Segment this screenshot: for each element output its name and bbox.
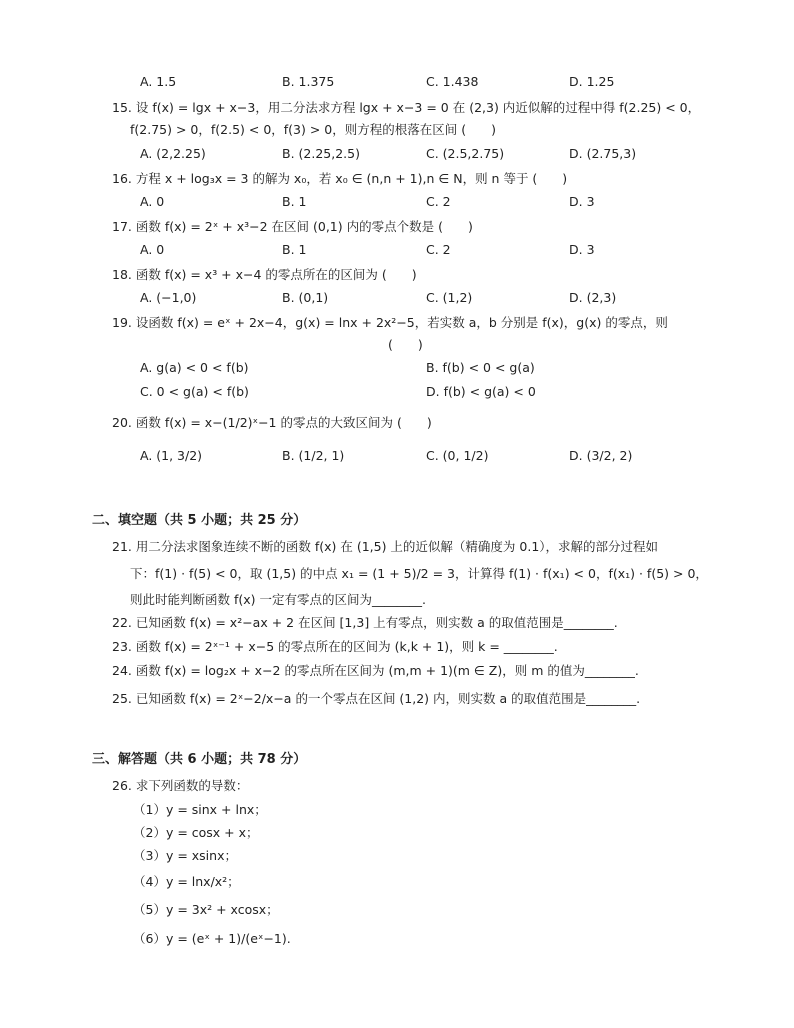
q26-item-2: （2）y = cosx + x； [133, 825, 259, 840]
q19-option-c: C. 0 < g(a) < f(b) [140, 384, 249, 399]
q14-option-b: B. 1.375 [282, 74, 335, 89]
q24-stem: 24. 函数 f(x) = log₂x + x−2 的零点所在区间为 (m,m + 1)(m ∈ Z)，则 m 的值为________. [112, 663, 639, 678]
q26-item-3: （3）y = xsinx； [133, 848, 237, 863]
q19-option-a: A. g(a) < 0 < f(b) [140, 360, 249, 375]
q26-item-1: （1）y = sinx + lnx； [133, 802, 267, 817]
q17-option-c: C. 2 [426, 242, 451, 257]
q23-stem: 23. 函数 f(x) = 2ˣ⁻¹ + x−5 的零点所在的区间为 (k,k + 1)，则 k = ________. [112, 639, 558, 654]
q18-stem: 18. 函数 f(x) = x³ + x−4 的零点所在的区间为 ( ) [112, 267, 417, 282]
q18-option-c: C. (1,2) [426, 290, 473, 305]
q16-option-b: B. 1 [282, 194, 307, 209]
q16-option-a: A. 0 [140, 194, 165, 209]
q15-option-d: D. (2.75,3) [569, 146, 637, 161]
section-answer-title: 三、解答题（共 6 小题；共 78 分） [92, 752, 307, 767]
q17-option-a: A. 0 [140, 242, 165, 257]
q16-option-d: D. 3 [569, 194, 595, 209]
q21-stem-line3: 则此时能判断函数 f(x) 一定有零点的区间为________. [130, 592, 426, 607]
q16-option-c: C. 2 [426, 194, 451, 209]
q20-option-b: B. (1/2, 1) [282, 448, 345, 463]
q26-item-6: （6）y = (eˣ + 1)/(eˣ−1). [133, 931, 291, 946]
q18-option-b: B. (0,1) [282, 290, 329, 305]
q16-stem: 16. 方程 x + log₃x = 3 的解为 x₀，若 x₀ ∈ (n,n + 1),n ∈ N，则 n 等于 ( ) [112, 171, 568, 186]
q15-option-c: C. (2.5,2.75) [426, 146, 505, 161]
q20-option-d: D. (3/2, 2) [569, 448, 633, 463]
q15-stem-line2: f(2.75) > 0，f(2.5) < 0，f(3) > 0，则方程的根落在区间 ( ) [130, 122, 496, 137]
q17-option-d: D. 3 [569, 242, 595, 257]
q22-stem: 22. 已知函数 f(x) = x²−ax + 2 在区间 [1,3] 上有零点，则实数 a 的取值范围是________. [112, 615, 618, 630]
q15-option-b: B. (2.25,2.5) [282, 146, 360, 161]
q14-option-d: D. 1.25 [569, 74, 615, 89]
q20-stem: 20. 函数 f(x) = x−(1/2)ˣ−1 的零点的大致区间为 ( ) [112, 415, 432, 430]
q26-item-4: （4）y = lnx/x²； [133, 874, 240, 889]
q20-option-a: A. (1, 3/2) [140, 448, 203, 463]
q14-option-a: A. 1.5 [140, 74, 177, 89]
q19-stem: 19. 设函数 f(x) = eˣ + 2x−4，g(x) = lnx + 2x²−5，若实数 a，b 分别是 f(x)，g(x) 的零点，则 [112, 315, 668, 330]
q17-option-b: B. 1 [282, 242, 307, 257]
q14-option-c: C. 1.438 [426, 74, 479, 89]
q26-item-5: （5）y = 3x² + xcosx； [133, 902, 279, 917]
q21-stem-line2: 下：f(1) · f(5) < 0，取 (1,5) 的中点 x₁ = (1 + 5)/2 = 3，计算得 f(1) · f(x₁) < 0，f(x₁) · f(5) > 0， [130, 566, 708, 581]
q25-stem: 25. 已知函数 f(x) = 2ˣ−2/x−a 的一个零点在区间 (1,2) 内，则实数 a 的取值范围是________. [112, 691, 641, 706]
q26-stem: 26. 求下列函数的导数： [112, 778, 249, 793]
q20-option-c: C. (0, 1/2) [426, 448, 489, 463]
q17-stem: 17. 函数 f(x) = 2ˣ + x³−2 在区间 (0,1) 内的零点个数是 ( ) [112, 219, 473, 234]
q18-option-a: A. (−1,0) [140, 290, 197, 305]
section-fill-in-title: 二、填空题（共 5 小题；共 25 分） [92, 513, 307, 528]
q19-option-b: B. f(b) < 0 < g(a) [426, 360, 535, 375]
q15-stem-line1: 15. 设 f(x) = lgx + x−3，用二分法求方程 lgx + x−3 = 0 在 (2,3) 内近似解的过程中得 f(2.25) < 0， [112, 100, 701, 115]
q18-option-d: D. (2,3) [569, 290, 617, 305]
q21-stem-line1: 21. 用二分法求图象连续不断的函数 f(x) 在 (1,5) 上的近似解（精确度为 0.1），求解的部分过程如 [112, 539, 659, 554]
q19-answer-paren: ( ) [388, 337, 423, 352]
q19-option-d: D. f(b) < g(a) < 0 [426, 384, 536, 399]
q15-option-a: A. (2,2.25) [140, 146, 206, 161]
